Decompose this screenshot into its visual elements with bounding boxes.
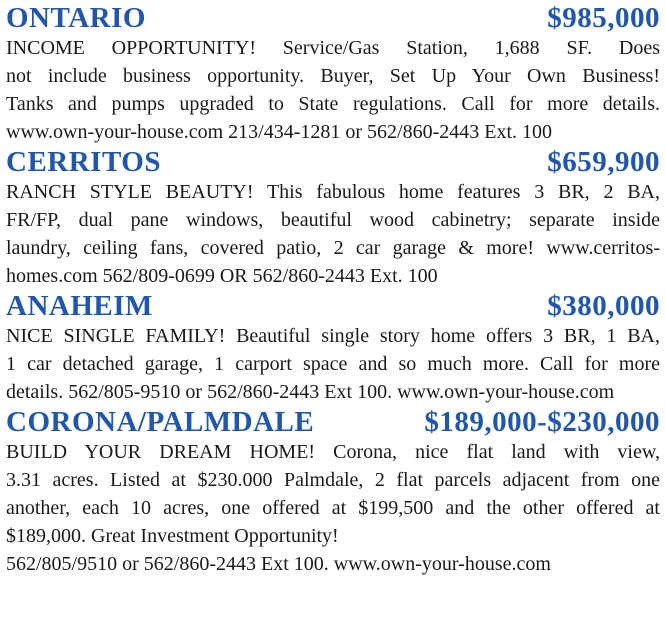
listing-text-line: 3.31 acres. Listed at $230.000 Palmdale, 2 flat parcels adjacent from one: [6, 469, 660, 491]
listing-cerritos: [6, 146, 660, 290]
listing-text-line: 1 car detached garage, 1 carport space and so much more. Call for more: [6, 353, 660, 375]
listing-city: CORONA/PALMDALE: [6, 406, 315, 438]
listing-text-line: NICE SINGLE FAMILY! Beautiful single story home offers 3 BR, 1 BA,: [6, 325, 660, 347]
listing-ontario: [6, 2, 660, 146]
listing-header: [6, 146, 660, 178]
listing-header: [6, 406, 660, 438]
listing-text-line: another, each 10 acres, one offered at $199,500 and the other offered at: [6, 497, 660, 519]
listing-anaheim: [6, 290, 660, 406]
listing-header: [6, 290, 660, 322]
listing-text-line: homes.com 562/809-0699 OR 562/860-2443 Ext. 100: [6, 265, 438, 287]
listing-text-line: www.own-your-house.com 213/434-1281 or 562/860-2443 Ext. 100: [6, 121, 553, 143]
listing-corona-palmdale: [6, 406, 660, 578]
listing-text-line: RANCH STYLE BEAUTY! This fabulous home features 3 BR, 2 BA,: [6, 181, 660, 203]
listing-text-line: 562/805/9510 or 562/860-2443 Ext 100. www.own-your-house.com: [6, 553, 551, 575]
listing-text-line: laundry, ceiling fans, covered patio, 2 car garage & more! www.cerritos-: [6, 237, 660, 259]
listing-price: $985,000: [547, 2, 660, 34]
listing-city: ONTARIO: [6, 2, 146, 34]
listing-text-line: details. 562/805-9510 or 562/860-2443 Ext 100. www.own-your-house.com: [6, 381, 615, 403]
listing-text-line: $189,000. Great Investment Opportunity!: [6, 525, 339, 547]
listing-city: ANAHEIM: [6, 290, 153, 322]
listing-header: [6, 2, 660, 34]
listing-text-line: INCOME OPPORTUNITY! Service/Gas Station, 1,688 SF. Does: [6, 37, 660, 59]
listing-city: CERRITOS: [6, 146, 161, 178]
listing-price: $659,900: [547, 146, 660, 178]
listing-text-line: BUILD YOUR DREAM HOME! Corona, nice flat land with view,: [6, 441, 660, 463]
listing-text-line: not include business opportunity. Buyer, Set Up Your Own Business!: [6, 65, 660, 87]
listing-price: $380,000: [547, 290, 660, 322]
listing-price: $189,000-$230,000: [424, 406, 660, 438]
listing-text-line: Tanks and pumps upgraded to State regulations. Call for more details.: [6, 93, 660, 115]
listing-text-line: FR/FP, dual pane windows, beautiful wood cabinetry; separate inside: [6, 209, 660, 231]
